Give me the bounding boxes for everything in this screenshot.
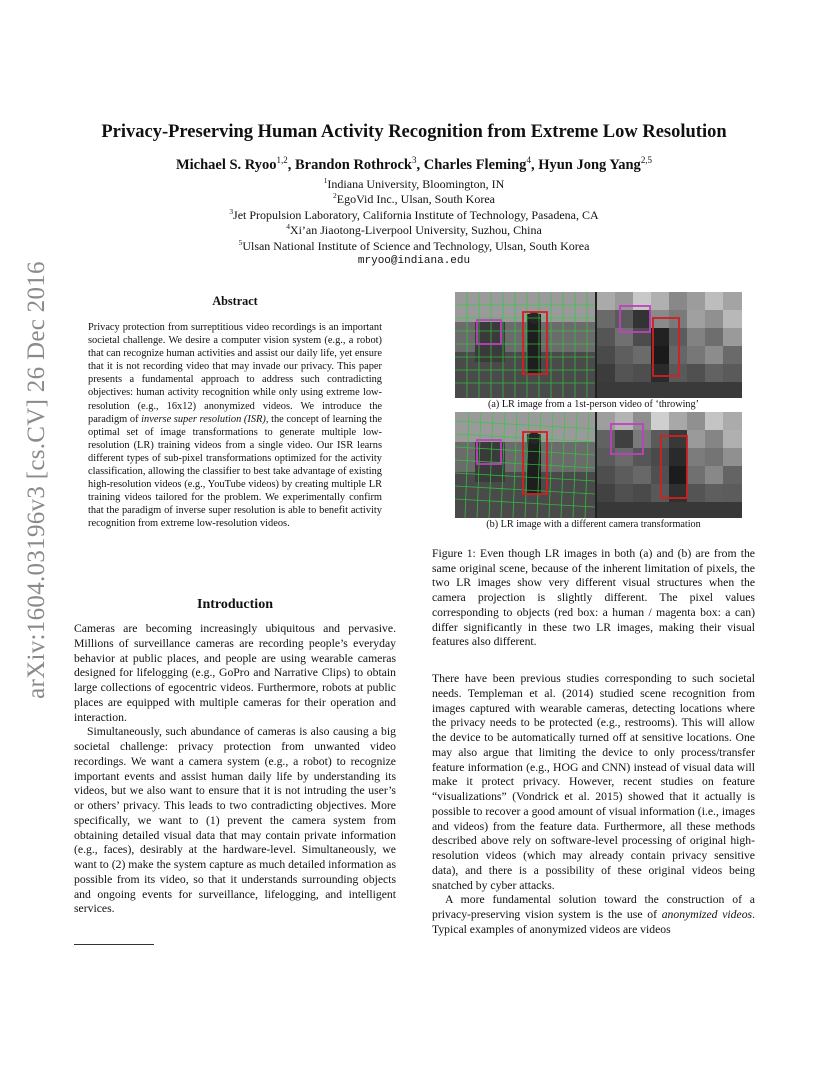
affiliation: $^3$Jet Propulsion Laboratory, California Institute of Technology, Pasadena, CA — [229, 206, 599, 222]
figure-1a-image — [455, 292, 742, 398]
author: Charles Fleming$^4$ — [423, 155, 531, 173]
abstract-body: Privacy protection from surreptitious video recordings is an important societal challenge. We desire a computer vision system (e.g., a robot) that can recognize human activities and assist our daily life, yet ensure that it is not recording video that may invade our privacy. This paper presents a fundamental approach to address such contradicting objectives: human activity recognition while only using extreme low-resolution (e.g., 16x12) anonymized videos. We introduce the paradigm of inverse super resolution (ISR), the concept of learning the optimal set of image transformations to generate multiple low-resolution (LR) training videos from a single video. Our ISR learns different types of sub-pixel transformations optimized for the activity classification, allowing the classifier to best take advantage of existing high-resolution videos (e.g., YouTube videos) by creating multiple LR training videos tailored for the problem. We experimentally confirm that the paradigm of inverse super resolution is able to benefit activity recognition from extreme low-resolution videos. — [88, 322, 382, 530]
affiliation: $^4$Xi’an Jiaotong-Liverpool University, Suzhou, China — [286, 222, 542, 238]
section-heading-introduction: Introduction — [197, 597, 273, 612]
abstract-heading: Abstract — [212, 294, 258, 308]
figure-1a-subcaption: (a) LR image from a 1st-person video of ‘throwing’ — [487, 399, 700, 410]
author-list: Michael S. Ryoo$^{1,2}$, Brandon Rothrock$^3$, Charles Fleming$^4$, Hyun Jong Yang$^{2,5}$ — [175, 155, 653, 173]
author: Hyun Jong Yang$^{2,5}$ — [538, 155, 653, 173]
author: Michael S. Ryoo$^{1,2}$ — [175, 155, 288, 173]
affiliation: $^2$EgoVid Inc., Ulsan, South Korea — [333, 191, 495, 207]
affiliations — [0, 177, 828, 269]
right-column-body — [432, 672, 755, 938]
footnote-rule — [74, 944, 154, 945]
paragraph: A more fundamental solution toward the construction of a privacy-preserving vision system is the use of anonymized videos. Typical examples of anonymized videos are videos — [432, 893, 756, 936]
paragraph: Cameras are becoming increasingly ubiquitous and pervasive. Millions of surveillance cameras are recording people’s everyday behavior at public places, and people are using wearable cameras designed for lifelogging (e.g., GoPro and Narrative Clips) to obtain large collections of egocentric videos. Furthermore, robots at public places are equipped with multiple cameras for their operation and interaction. — [74, 622, 396, 724]
paragraph: Simultaneously, such abundance of cameras is also causing a big societal challenge: privacy protection from unwanted video recordings. We want a camera system (e.g., a robot) to recognize important events and assist human daily life by understanding its videos, but we also want to ensure that it is not intruding the user’s or others’ privacy. This leads to two contradicting objectives. More specifically, we want to (1) prevent the camera system from obtaining detailed visual data that may contain private information (e.g., faces), desirably at the hardware-level. Simultaneously, we want to (2) make the system capture as much detailed information as possible from its video, so that it understands surrounding objects and ongoing events for surveillance, lifelogging, and intelligent services. — [74, 725, 396, 916]
paragraph: There have been previous studies corresponding to such societal needs. Templeman et al. (2014) studied scene recognition from images captured with wearable cameras, detecting locations where the privacy needs to be protected (e.g., restrooms). This will allow the device to be automatically turned off at sensitive locations. One may also argue that limiting the device to only process/transfer feature information (e.g., HOG and CNN) instead of visual data will make it protect privacy. However, recent studies on feature “visualizations” (Vondrick et al. 2015) showed that it actually is possible to recover a good amount of visual information (i.e., images and videos) from the feature data. Furthermore, all these methods described above rely on software-level processing of original high-resolution videos (which may already contain privacy sensitive data), and there is a possibility of these original videos being snatched by cyber attacks. — [432, 672, 755, 892]
arxiv-stamp: arXiv:1604.03196v3 [cs.CV] 26 Dec 2016 — [23, 261, 50, 699]
introduction-body — [74, 622, 396, 917]
email: mryoo@indiana.edu — [357, 255, 471, 268]
figure-1b-subcaption: (b) LR image with a different camera transformation — [486, 519, 701, 530]
author: Brandon Rothrock$^3$ — [295, 155, 417, 173]
affiliation: $^5$Ulsan National Institute of Science and Technology, Ulsan, South Korea — [238, 237, 590, 253]
figure-1b-image — [455, 412, 742, 518]
affiliation: $^1$Indiana University, Bloomington, IN — [323, 176, 505, 191]
figure-1-caption: Figure 1: Even though LR images in both (a) and (b) are from the same original scene, because of the inherent limitation of pixels, the two LR images show very different visual structures when the camera projection is slightly different. The pixel values corresponding to objects (red box: a human / magenta box: a can) differ significantly in these two LR images, making their visual features also different. — [432, 547, 755, 649]
paper-title: Privacy-Preserving Human Activity Recognition from Extreme Low Resolution — [101, 122, 727, 142]
